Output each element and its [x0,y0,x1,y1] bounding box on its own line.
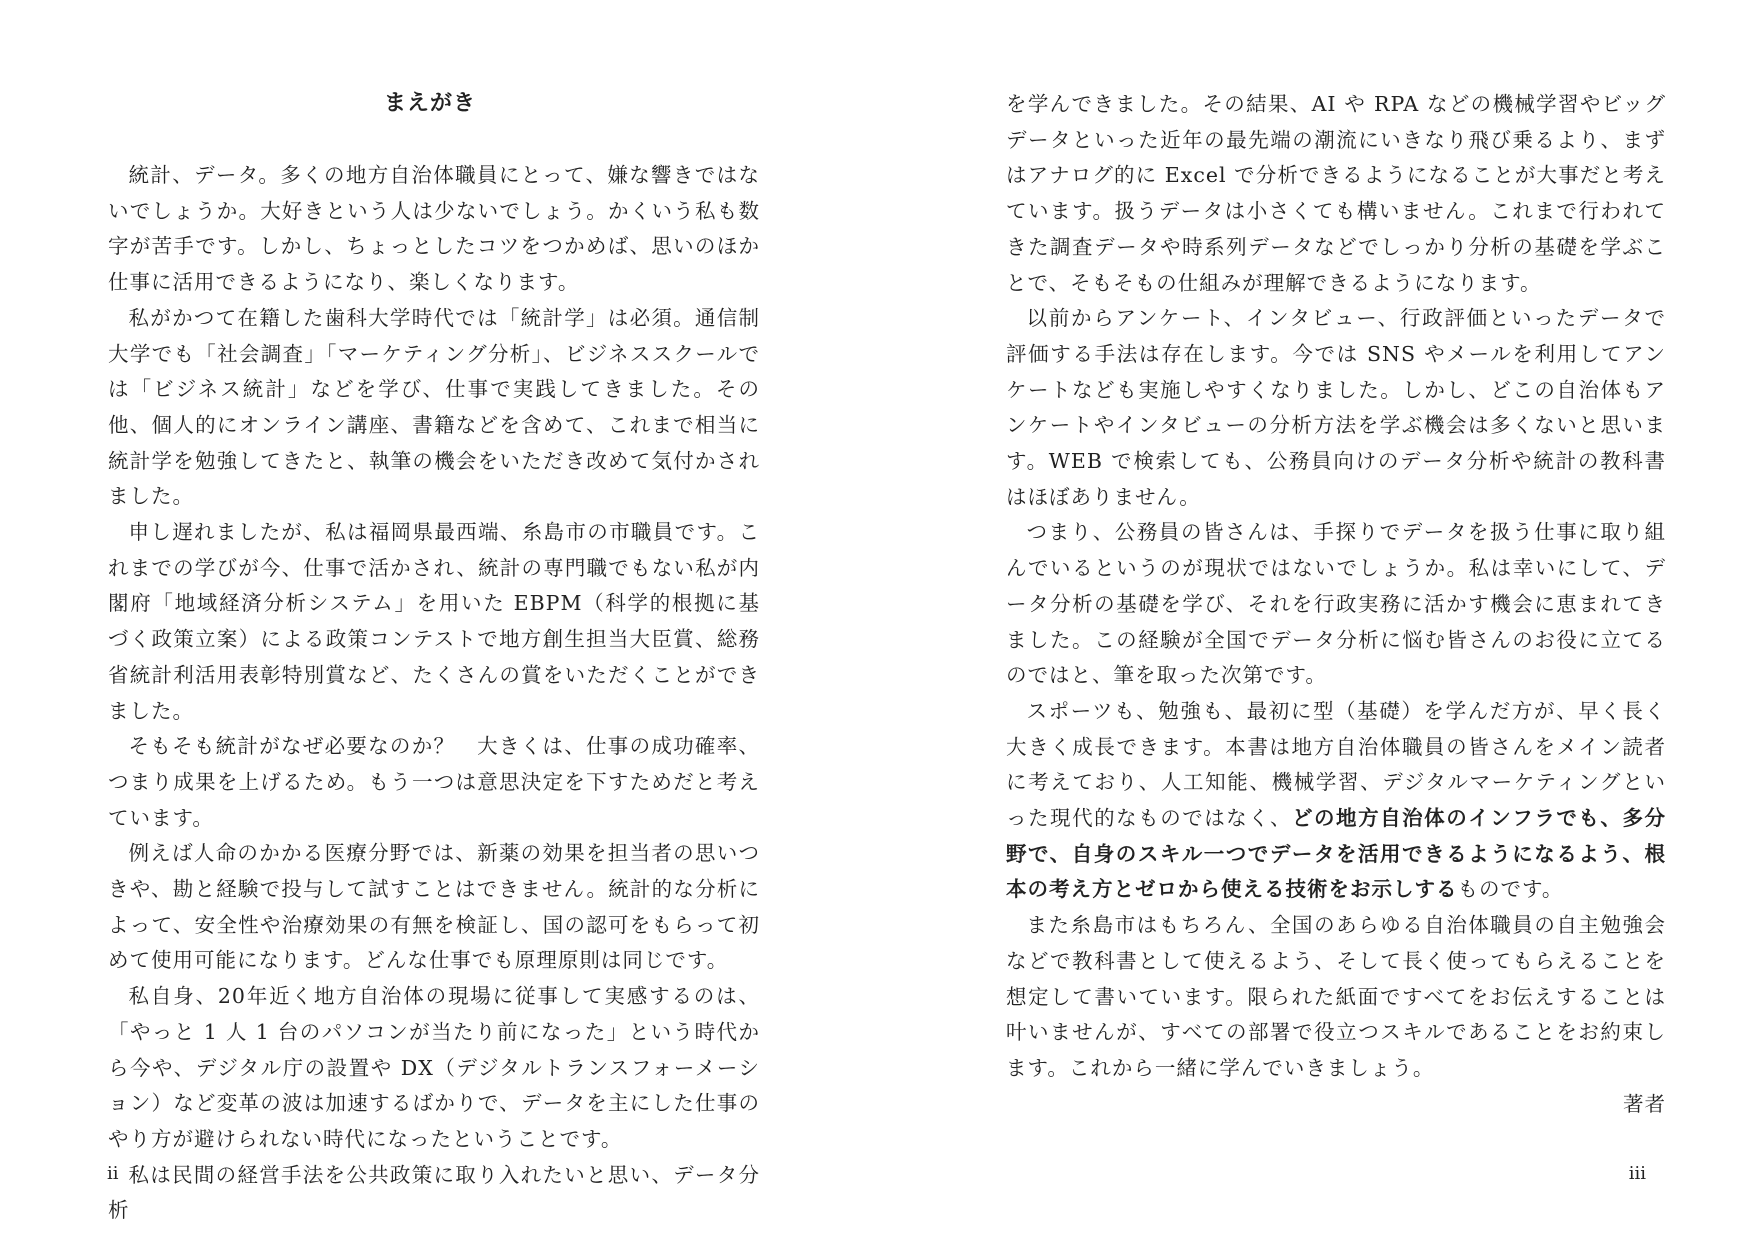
paragraph: 例えば人命のかかる医療分野では、新薬の効果を担当者の思いつきや、勘と経験で投与して試すことはできません。統計的な分析によって、安全性や治療効果の有無を検証し、国の認可をもらって初めて使用可能になります。どんな仕事でも原理原則は同じです。 [108,841,760,973]
paragraph: つまり、公務員の皆さんは、手探りでデータを扱う仕事に取り組んでいるというのが現状ではないでしょうか。私は幸いにして、データ分析の基礎を学び、それを行政実務に活かす機会に恵まれてきました。この経験が全国でデータ分析に悩む皆さんのお役に立てるのではと、筆を取った次第です。 [1006,520,1666,688]
continued-paragraph: を学んできました。その結果、AI や RPA などの機械学習やビッグデータといった近年の最先端の潮流にいきなり飛び乗るより、まずはアナログ的に Excel で分析できるようになることが大事だと考えています。扱うデータは小さくても構いません。これまで行われてきた調査データや時系列データなどでしっかり分析の基礎を学ぶことで、そもそもの仕組みが理解できるようになります。 [1006,92,1666,295]
emphasis-paragraph [1006,694,1666,908]
page-title: まえがき [383,91,476,116]
paragraph: 申し遅れましたが、私は福岡県最西端、糸島市の市職員です。これまでの学びが今、仕事で活かされ、統計の専門職でもない私が内閣府「地域経済分析システム」を用いた EBPM（科学的根拠に基づく政策立案）による政策コンテストで地方創生担当大臣賞、総務省統計利活用表彰特別賞など、たくさんの賞をいただくことができました。 [108,520,760,723]
page-number: ii [107,1163,119,1184]
closing-paragraph: また糸島市はもちろん、全国のあらゆる自治体職員の自主勉強会などで教科書として使えるよう、そして長く使ってもらえることを想定して書いています。限られた紙面ですべてをお伝えすることは叶いませんが、すべての部署で役立つスキルであることをお約束します。これから一緒に学んでいきましょう。 [1006,913,1666,1080]
paragraph: 私は民間の経営手法を公共政策に取り入れたいと思い、データ分析 [108,1162,760,1223]
right-page [874,0,1749,1241]
emphasis-lead-text: スポーツも、勉強も、最初に型（基礎）を学んだ方が、早く長く大きく成長できます。本書は地方自治体職員の皆さんをメイン読者に考えており、人工知能、機械学習、デジタルマーケティングといった現代的なものではなく、 [1006,698,1666,831]
left-page [0,0,874,1241]
author-signature: 著者 [1623,1091,1666,1116]
bold-emphasis: どの地方自治体のインフラでも、多分野で、自身のスキル一つでデータを活用できるようになるよう、根本の考え方とゼロから使える技術をお示しする [1006,806,1666,902]
paragraph: 私自身、20年近く地方自治体の現場に従事して実感するのは、「やっと 1 人 1 台のパソコンが当たり前になった」という時代から今や、デジタル庁の設置や DX（デジタルトランスフォーメーション）など変革の波は加速するばかりで、データを主にした仕事のやり方が避けられない時代になったということです。 [108,984,760,1151]
paragraph: 以前からアンケート、インタビュー、行政評価といったデータで評価する手法は存在します。今では SNS やメールを利用してアンケートなども実施しやすくなりました。しかし、どこの自治体もアンケートやインタビューの分析方法を学ぶ機会は多くないと思います。WEB で検索しても、公務員向けのデータ分析や統計の教科書はほぼありません。 [1006,306,1666,509]
paragraph: 統計、データ。多くの地方自治体職員にとって、嫌な響きではないでしょうか。大好きという人は少ないでしょう。かくいう私も数字が苦手です。しかし、ちょっとしたコツをつかめば、思いのほか仕事に活用できるようになり、楽しくなります。 [108,163,760,295]
paragraph: そもそも統計がなぜ必要なのか？ 大きくは、仕事の成功確率、つまり成果を上げるため。もう一つは意思決定を下すためだと考えています。 [108,734,760,830]
right-page-body [1006,87,1666,1122]
left-page-body [108,158,760,1229]
paragraph: 私がかつて在籍した歯科大学時代では「統計学」は必須。通信制大学でも「社会調査」「マーケティング分析」、ビジネススクールでは「ビジネス統計」などを学び、仕事で実践してきました。その他、個人的にオンライン講座、書籍などを含めて、これまで相当に統計学を勉強してきたと、執筆の機会をいただき改めて気付かされました。 [108,305,760,509]
emphasis-tail-text: ものです。 [1457,877,1564,902]
page-number: iii [1628,1163,1646,1184]
